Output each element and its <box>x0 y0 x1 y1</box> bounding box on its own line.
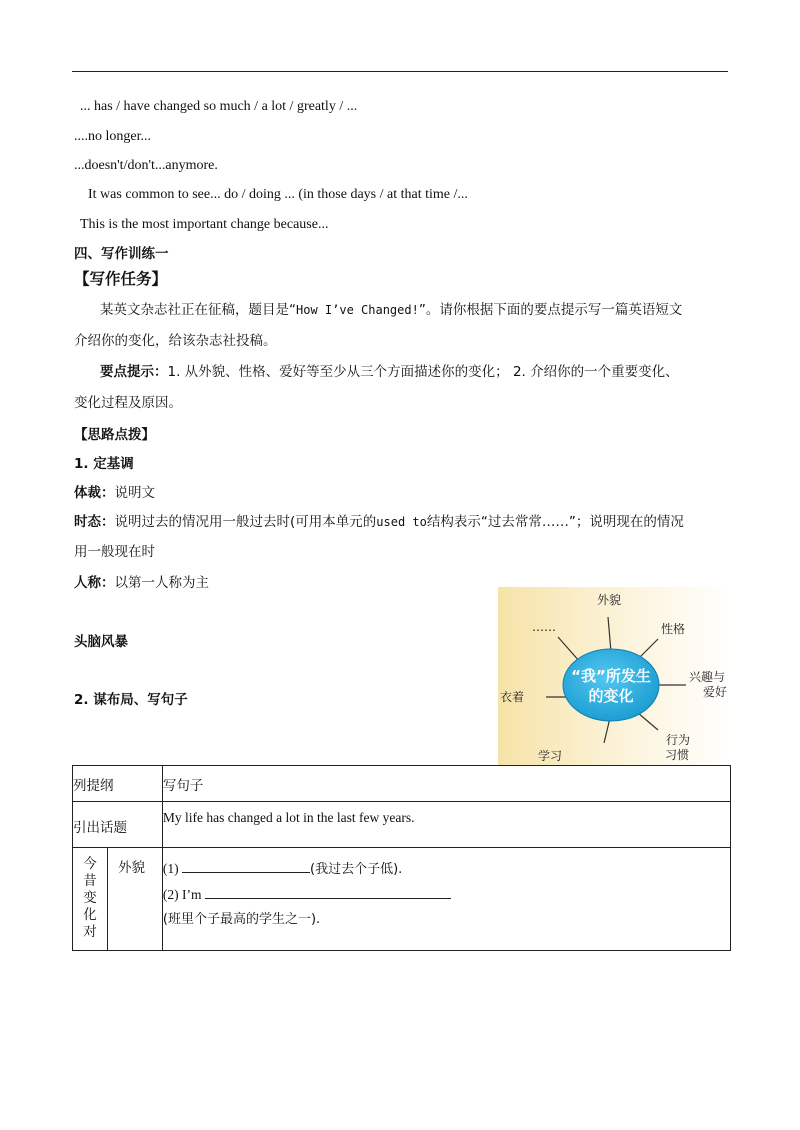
mind-map-node-study: 学习 <box>538 749 563 763</box>
table-header-sentence: 写句子 <box>162 766 730 802</box>
mind-map-node-habit: 行为 <box>666 733 691 747</box>
task-text-part: ”。请你根据下面的要点提示写一篇英语短文 <box>418 302 683 318</box>
mind-map-node-personality: 性格 <box>661 622 686 636</box>
genre-label: 体裁： <box>74 485 115 501</box>
sentence-2 <box>163 882 730 907</box>
table-row <box>73 802 731 848</box>
sentence-prefix: (2) I’m <box>162 887 205 902</box>
person-value: 以第一人称为主 <box>114 575 209 591</box>
phrase-line: ...doesn't/don't...anymore. <box>74 158 218 173</box>
mind-map-node-habit: 习惯 <box>665 748 690 762</box>
mind-map-figure <box>498 587 732 765</box>
task-text-line1 <box>100 301 682 319</box>
phrase-line: ... has / have changed so much / a lot / greatly / ... <box>80 99 358 114</box>
genre-line <box>74 484 155 502</box>
appearance-label: 外貌 <box>118 860 145 876</box>
group-char: 今 <box>83 856 97 872</box>
table-row-topic-sentence: My life has changed a lot in the last few years. <box>162 802 730 848</box>
table-row <box>73 848 731 951</box>
comparison-group-label <box>73 848 108 950</box>
table-header-outline: 列提纲 <box>73 766 163 802</box>
tense-text: 说明过去的情况用一般过去时(可用本单元的 <box>114 514 377 530</box>
points-label: 要点提示： <box>100 364 168 380</box>
top-rule <box>72 71 728 72</box>
tense-text: 结构表示“过去常常……”；说明现在的情况 <box>426 514 684 530</box>
task-heading: 【写作任务】 <box>74 270 168 288</box>
phrase-line: ....no longer... <box>74 129 151 144</box>
mind-map-node-clothes: 衣着 <box>500 690 525 704</box>
mind-map-center-text: 的变化 <box>588 687 634 705</box>
group-char: 对 <box>83 924 97 940</box>
task-text-part: 某英文杂志社正在征稿，题目是“ <box>100 302 296 318</box>
step1-heading: 1. 定基调 <box>74 456 134 472</box>
points-line1 <box>100 363 679 381</box>
section-heading: 四、写作训练一 <box>74 246 169 262</box>
mind-map-center-bubble <box>563 649 659 721</box>
mind-map-node-appearance: 外貌 <box>597 593 622 607</box>
sentence-1 <box>163 856 730 882</box>
person-line <box>74 574 209 592</box>
table-row-topic-label: 引出话题 <box>73 802 163 848</box>
step2-heading: 2. 谋布局、写句子 <box>74 692 188 708</box>
sentence-hint-2: (班里个子最高的学生之一). <box>162 912 321 927</box>
group-char: 化 <box>83 907 97 923</box>
tense-line2: 用一般现在时 <box>74 544 155 560</box>
genre-value: 说明文 <box>114 485 155 501</box>
task-text-line2: 介绍你的变化，给该杂志社投稿。 <box>74 333 277 349</box>
phrase-line: It was common to see... do / doing ... (in those days / at that time /... <box>88 187 468 202</box>
tense-code: used to <box>376 515 427 529</box>
answer-blank-1[interactable] <box>182 859 310 873</box>
hint-heading: 【思路点拨】 <box>74 427 155 443</box>
phrase-line: This is the most important change because... <box>80 217 329 232</box>
sentence-hint: (我过去个子低). <box>310 862 403 877</box>
brainstorm-heading: 头脑风暴 <box>74 634 128 650</box>
mind-map-node-hobby: 兴趣与 <box>689 670 726 684</box>
table-row-appearance-cell <box>73 848 163 951</box>
outline-table <box>72 765 731 951</box>
group-char: 昔 <box>83 873 97 889</box>
points-text: 1. 从外貌、性格、爱好等至少从三个方面描述你的变化； 2. 介绍你的一个重要变化、 <box>167 364 679 380</box>
tense-line1 <box>74 513 684 531</box>
mind-map-node-more: …… <box>532 620 556 634</box>
appearance-sentences <box>162 848 730 951</box>
mind-map-node-hobby: 爱好 <box>703 685 728 699</box>
tense-label: 时态： <box>74 514 115 530</box>
group-char: 变 <box>83 890 97 906</box>
task-title-text: How I’ve Changed! <box>296 303 419 317</box>
person-label: 人称： <box>74 575 115 591</box>
table-row <box>73 766 731 802</box>
sentence-prefix: (1) <box>162 861 183 876</box>
points-line2: 变化过程及原因。 <box>74 395 182 411</box>
answer-blank-2[interactable] <box>205 885 451 899</box>
mind-map-center-text: “我”所发生 <box>571 667 651 685</box>
